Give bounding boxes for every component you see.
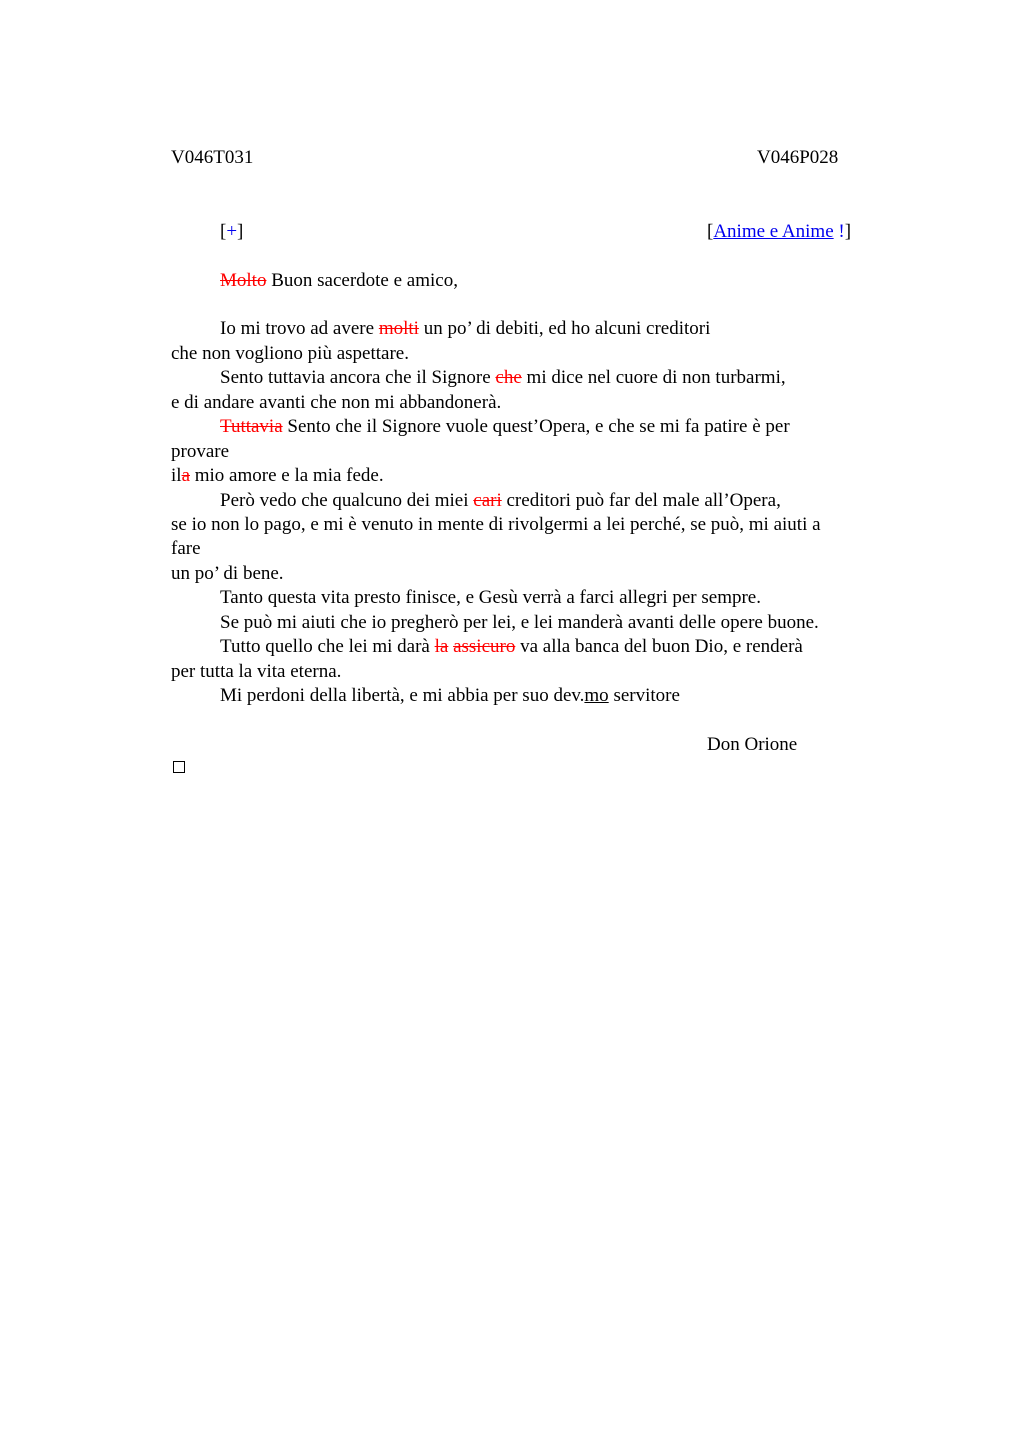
body-line: provare — [171, 441, 230, 462]
text: mio amore e la mia fede. — [194, 465, 384, 486]
closing-line — [220, 684, 680, 708]
salutation-text: Buon sacerdote e amico, — [271, 270, 458, 291]
title-link-exclamation[interactable]: ! — [838, 221, 845, 242]
text: va alla banca del buon Dio, e renderà — [520, 636, 803, 657]
body-line: per tutta la vita eterna. — [171, 661, 342, 682]
text: Però vedo che qualcuno dei miei — [220, 490, 469, 511]
body-line: fare — [171, 538, 201, 559]
expand-link[interactable]: + — [226, 221, 238, 242]
deleted-word: assicuro — [453, 636, 516, 657]
salutation — [220, 269, 458, 293]
text: Io mi trovo ad avere — [220, 318, 375, 339]
body-line: Se può mi aiuti che io pregherò per lei, e lei manderà avanti delle opere buone. — [220, 612, 819, 633]
body-line — [220, 317, 710, 341]
signature: Don Orione — [707, 734, 798, 755]
body-line — [220, 635, 803, 659]
document-code-right: V046P028 — [757, 147, 839, 168]
text: Tutto quello che lei mi darà — [220, 636, 430, 657]
title-link[interactable]: Anime e Anime — [713, 221, 834, 242]
body-line: e di andare avanti che non mi abbandonerà. — [171, 392, 502, 413]
title-link-group: [Anime e Anime !] — [707, 221, 852, 242]
body-line: se io non lo pago, e mi è venuto in mente di rivolgermi a lei perché, se può, mi aiuti a — [171, 514, 821, 535]
text: Mi perdoni della libertà, e mi abbia per suo dev. — [220, 685, 585, 706]
body-line: un po’ di bene. — [171, 563, 284, 584]
body-line — [220, 489, 781, 513]
deleted-letter: a — [181, 465, 190, 486]
text: Sento tuttavia ancora che il Signore — [220, 367, 491, 388]
text: mi dice nel cuore di non turbarmi, — [526, 367, 786, 388]
deleted-word: Molto — [220, 270, 267, 291]
deleted-word: la — [434, 636, 449, 657]
deleted-word: molti — [378, 318, 419, 339]
abbreviation-suffix: mo — [584, 685, 609, 706]
deleted-word: cari — [473, 490, 502, 511]
end-marker-square — [173, 761, 185, 773]
expand-control: [+] — [220, 221, 244, 242]
body-line — [220, 415, 790, 439]
text: servitore — [613, 685, 680, 706]
text: creditori può far del male all’Opera, — [506, 490, 781, 511]
deleted-word: Tuttavia — [220, 416, 283, 437]
text: un po’ di debiti, ed ho alcuni creditori — [423, 318, 711, 339]
text: Sento che il Signore vuole quest’Opera, e che se mi fa patire è per — [287, 416, 790, 437]
deleted-word: che — [495, 367, 522, 388]
text: il — [171, 465, 182, 486]
body-line: Tanto questa vita presto finisce, e Gesù verrà a farci allegri per sempre. — [220, 587, 761, 608]
body-line — [220, 366, 786, 390]
body-line — [171, 464, 384, 488]
body-line: che non vogliono più aspettare. — [171, 343, 409, 364]
document-code-left: V046T031 — [171, 147, 254, 168]
